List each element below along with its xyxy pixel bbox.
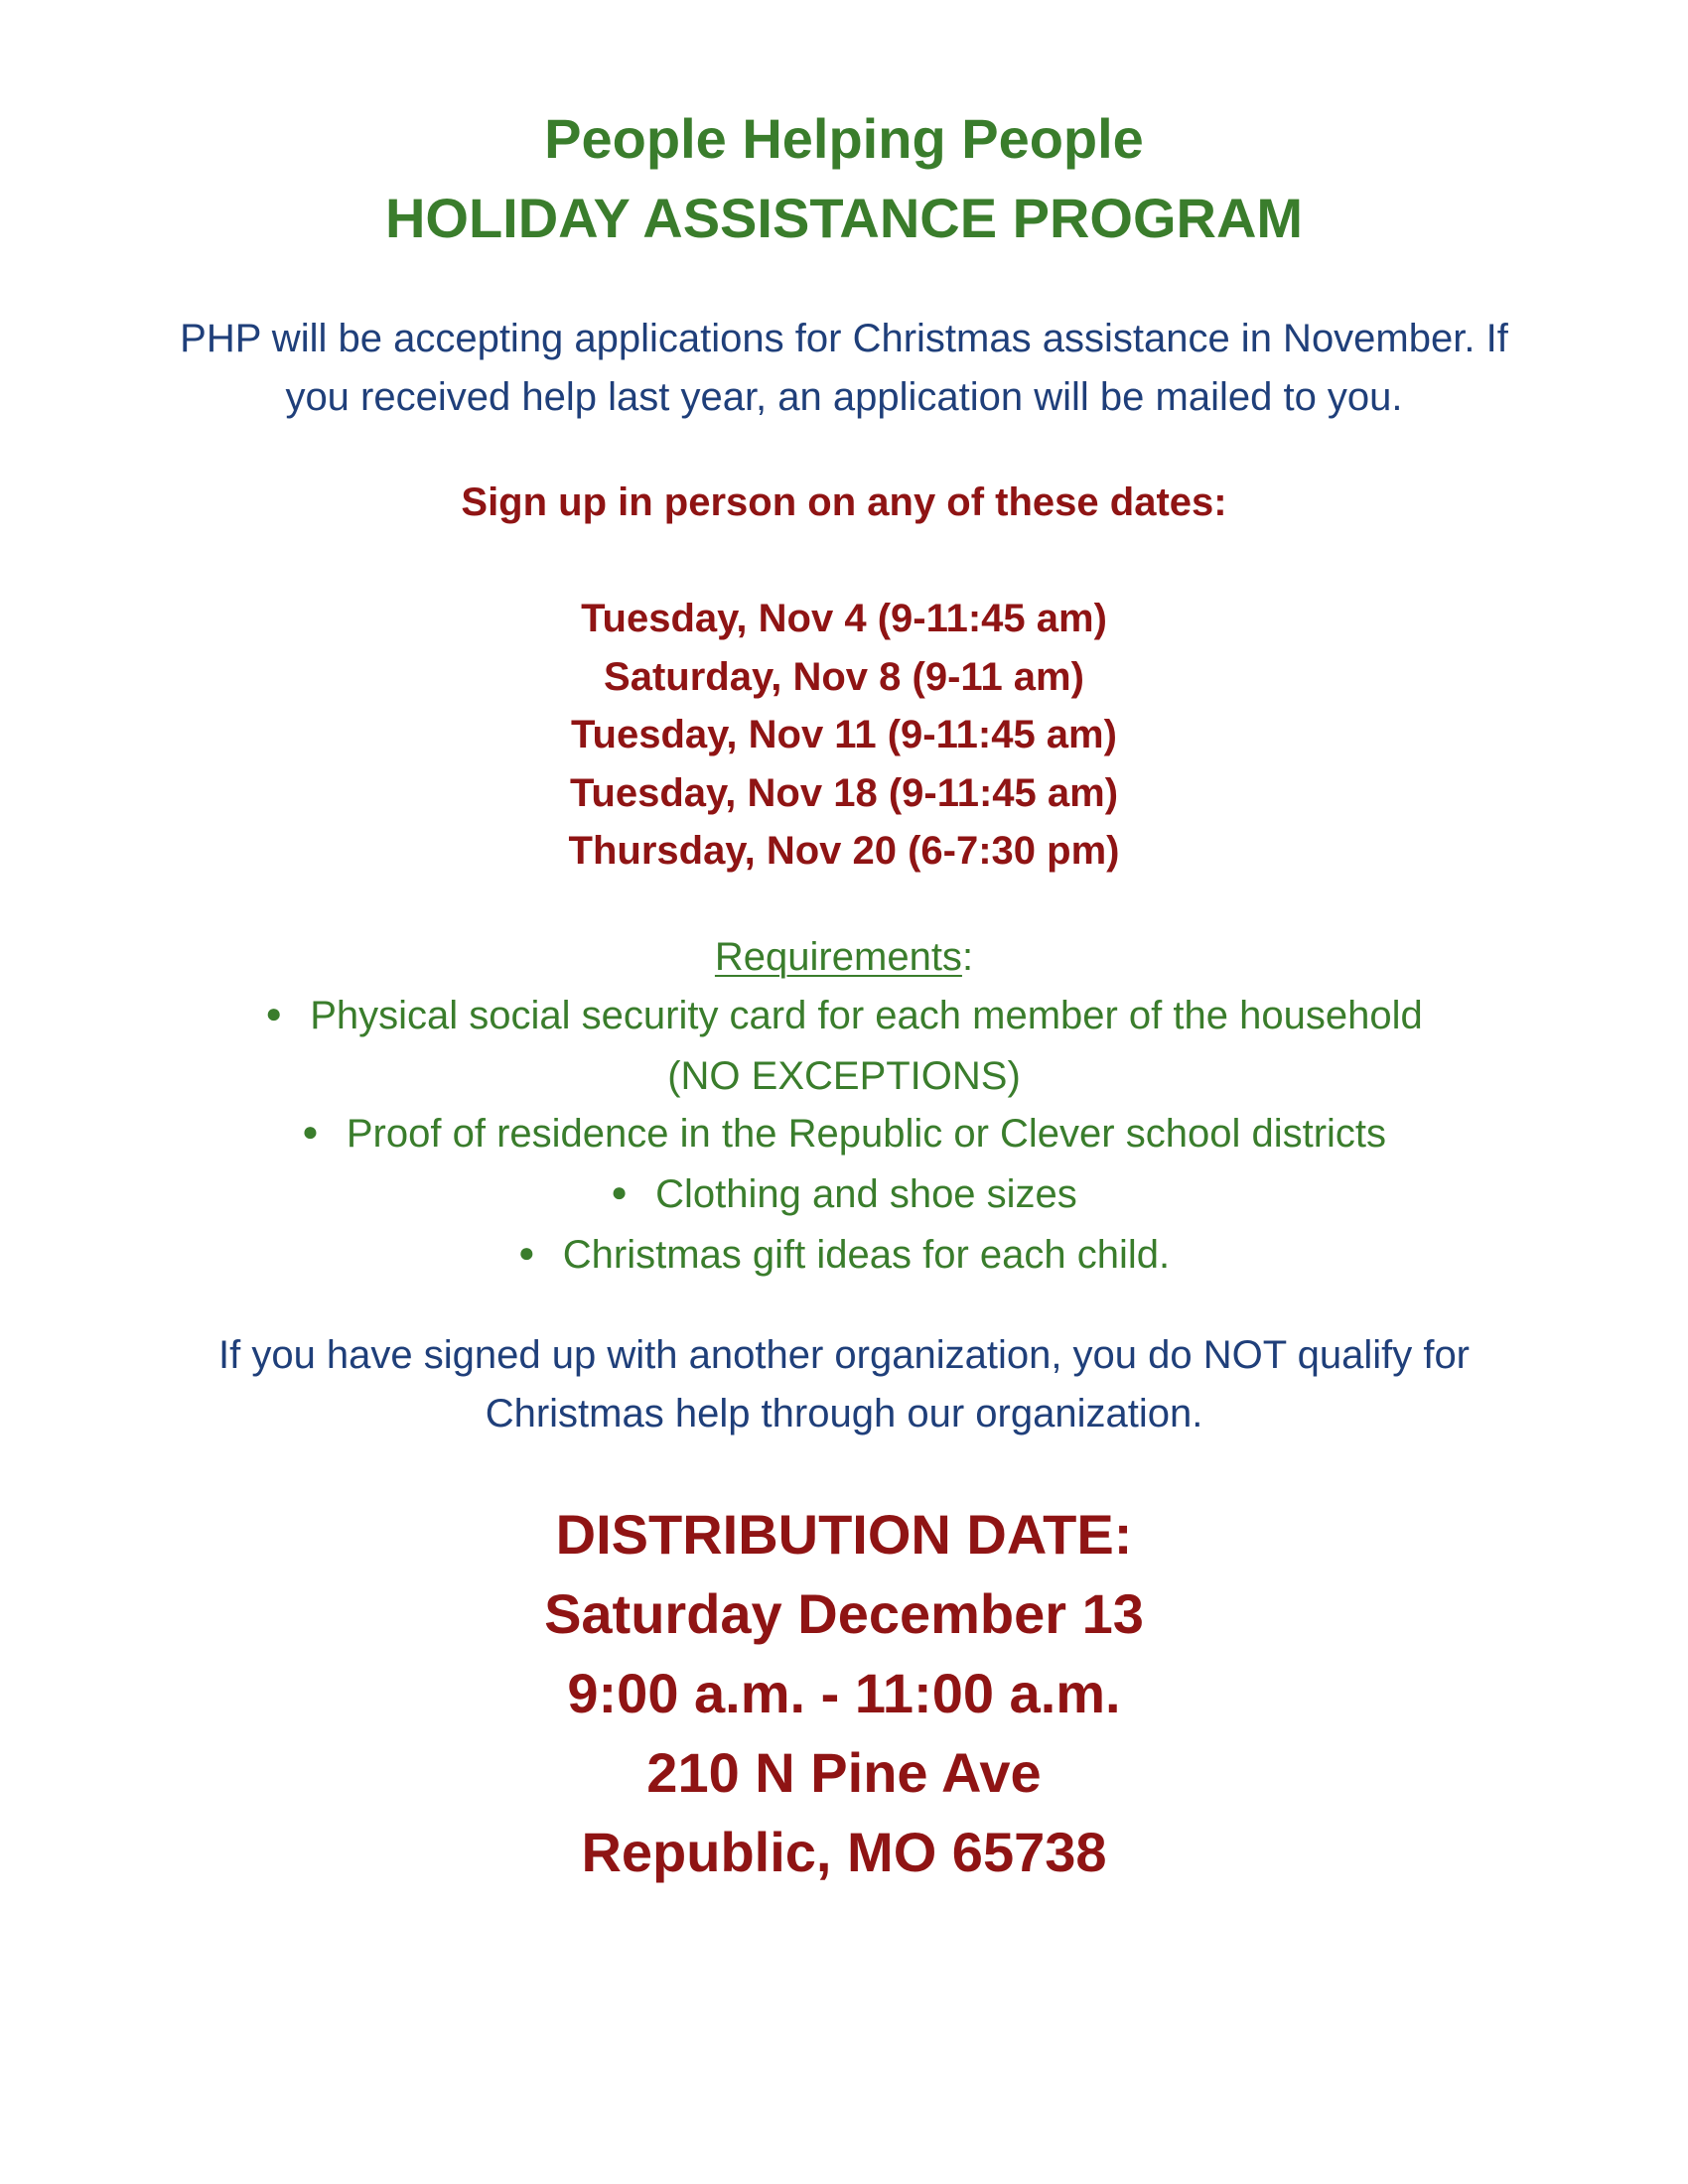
notice-line-2: Christmas help through our organization.	[485, 1392, 1203, 1435]
requirement-item	[0, 1105, 1688, 1165]
distribution-time: 9:00 a.m. - 11:00 a.m.	[567, 1662, 1121, 1724]
eligibility-notice	[0, 1326, 1688, 1443]
requirement-note: (NO EXCEPTIONS)	[667, 1053, 1021, 1098]
bullet-icon: ●	[517, 1236, 535, 1268]
signup-date: Thursday, Nov 20 (6-7:30 pm)	[568, 829, 1120, 873]
bullet-icon: ●	[301, 1116, 319, 1148]
signup-heading: Sign up in person on any of these dates:	[461, 480, 1227, 524]
signup-date: Tuesday, Nov 4 (9-11:45 am)	[581, 597, 1107, 640]
requirement-item	[0, 1226, 1688, 1287]
signup-date: Tuesday, Nov 18 (9-11:45 am)	[569, 770, 1119, 815]
requirement-text: Christmas gift ideas for each child.	[562, 1232, 1171, 1277]
requirement-text: Clothing and shoe sizes	[655, 1171, 1077, 1216]
distribution-info	[0, 1495, 1688, 1892]
bullet-icon: ●	[265, 998, 283, 1029]
requirement-item	[0, 1165, 1688, 1226]
requirements-list	[0, 987, 1688, 1286]
requirement-text: Proof of residence in the Republic or Clever school districts	[346, 1112, 1387, 1157]
notice-line-1: If you have signed up with another organization, you do NOT qualify for	[217, 1333, 1471, 1377]
requirements-heading	[0, 929, 1688, 985]
requirements-heading-text: Requirements	[714, 935, 962, 979]
program-name: HOLIDAY ASSISTANCE PROGRAM	[384, 187, 1304, 249]
requirements-heading-colon: :	[961, 935, 974, 979]
intro-line-1: PHP will be accepting applications for Christmas assistance in November. If	[180, 317, 1508, 360]
distribution-street: 210 N Pine Ave	[646, 1741, 1042, 1804]
intro-line-2: you received help last year, an application will be mailed to you.	[285, 375, 1403, 419]
organization-name: People Helping People	[544, 107, 1144, 170]
distribution-heading: DISTRIBUTION DATE:	[555, 1503, 1133, 1566]
signup-dates-list	[0, 590, 1688, 881]
requirement-text: Physical social security card for each member of the household	[310, 994, 1423, 1037]
flyer-title	[0, 99, 1688, 258]
bullet-icon: ●	[611, 1176, 629, 1208]
distribution-city: Republic, MO 65738	[581, 1821, 1107, 1883]
distribution-date: Saturday December 13	[544, 1582, 1144, 1645]
requirement-item	[0, 987, 1688, 1105]
signup-date: Tuesday, Nov 11 (9-11:45 am)	[571, 713, 1117, 756]
signup-date: Saturday, Nov 8 (9-11 am)	[604, 654, 1084, 699]
intro-paragraph	[0, 310, 1688, 427]
